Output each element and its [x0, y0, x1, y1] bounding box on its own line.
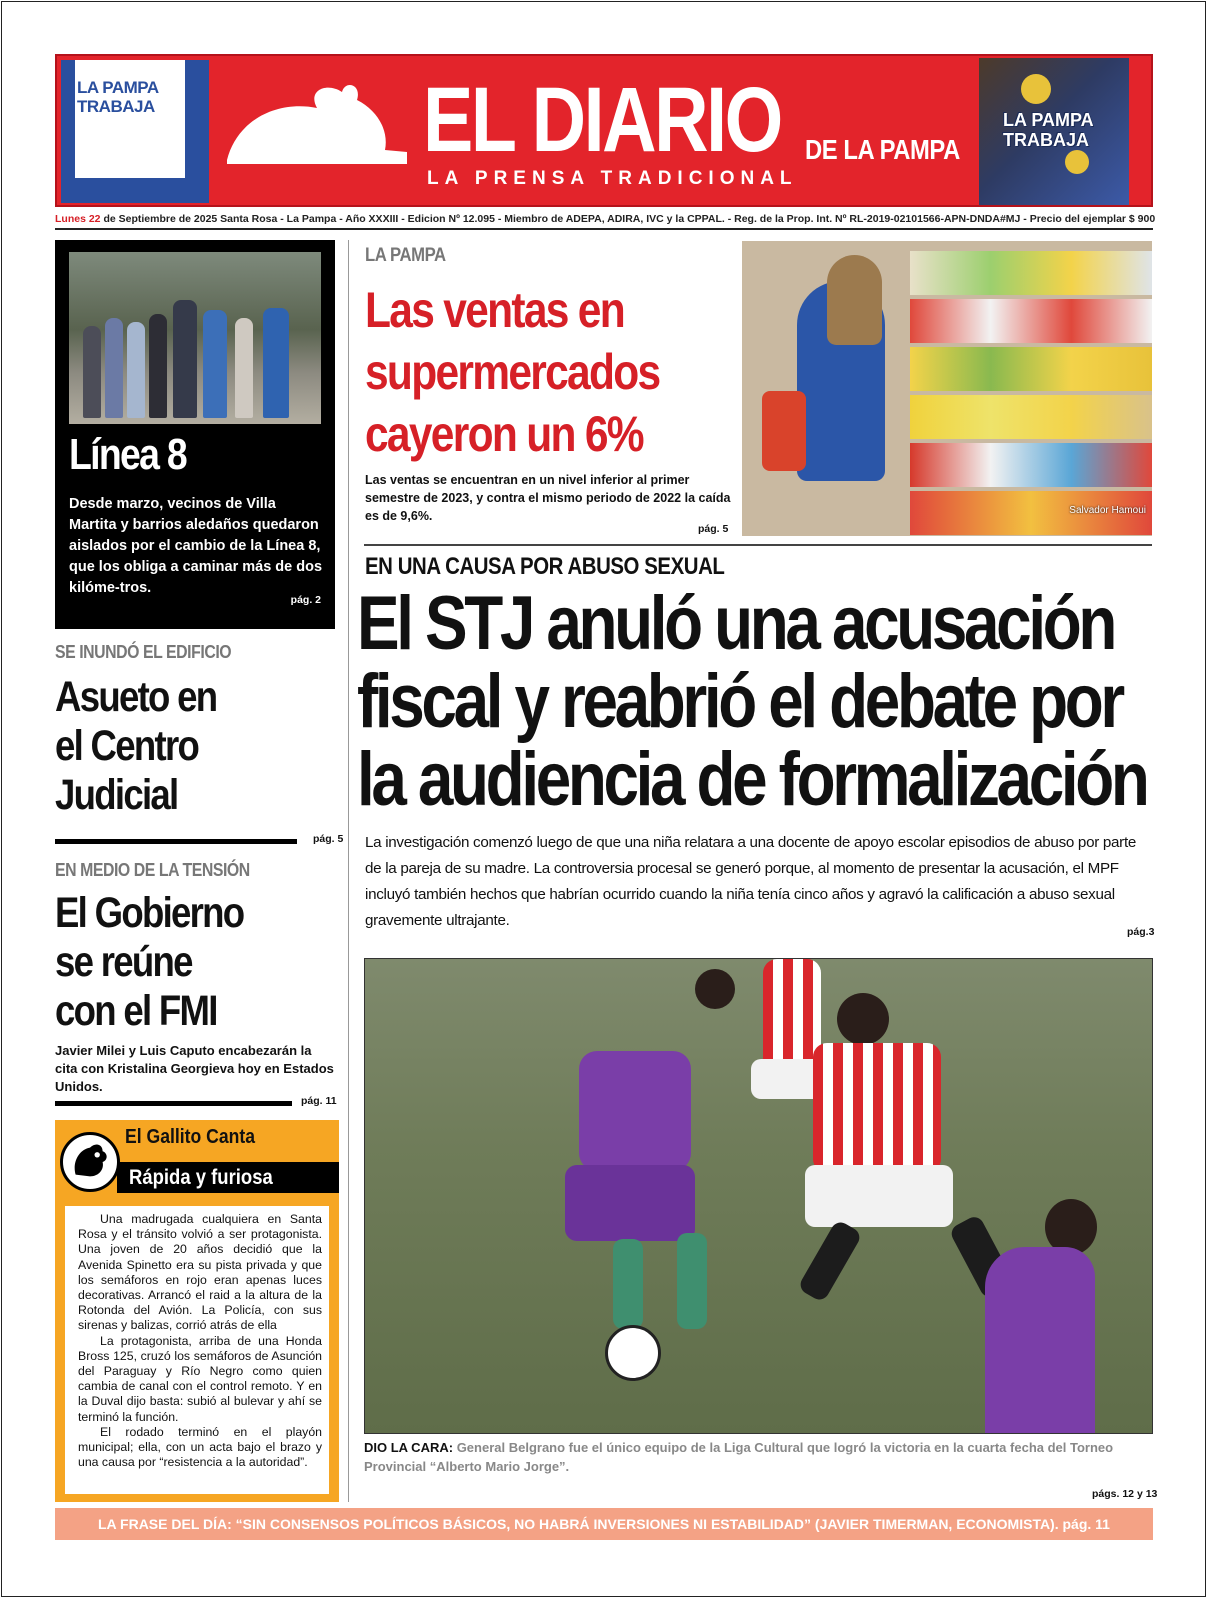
divider — [55, 839, 297, 844]
fmi-headline-line: El Gobierno — [55, 889, 244, 937]
person-figure — [149, 314, 167, 418]
fmi-page-ref: pág. 11 — [301, 1095, 337, 1107]
shelf-row — [910, 395, 1152, 439]
fmi-story[interactable] — [55, 860, 345, 1096]
worker-helmet-icon — [1021, 74, 1051, 104]
asueto-page-ref: pág. 5 — [313, 833, 344, 845]
player-purple-foreground — [985, 1247, 1095, 1434]
player-socks — [797, 1219, 863, 1303]
edition-details: de Septiembre de 2025 Santa Rosa - La Pampa - Año XXXIII - Edicion Nº 12.095 - Miembro de ADEPA, ADIRA, IVC y la CPPAL. - Reg. de la Prop. Int. Nº RL-2019-02101566-APN-DNDA#MJ - Precio del ejemplar $ 900 — [100, 213, 1156, 225]
quote-of-the-day[interactable]: LA FRASE DEL DÍA: “SIN CONSENSOS POLÍTICOS BÁSICOS, NO HABRÁ INVERSIONES NI ESTABILIDAD” (JAVIER TIMERMAN, ECONOMISTA). pág. 11 — [55, 1508, 1153, 1540]
gallito-column[interactable] — [55, 1120, 339, 1502]
promo-shape — [61, 178, 209, 203]
player-socks — [677, 1233, 707, 1329]
masthead-tagline: LA PRENSA TRADICIONAL — [427, 168, 798, 189]
worker-helmet-icon — [1065, 150, 1089, 174]
person-figure — [127, 322, 145, 418]
asueto-headline — [55, 673, 302, 820]
football-ball — [605, 1325, 661, 1381]
column-separator — [348, 240, 349, 1502]
masthead-subtitle: DE LA PAMPA — [805, 134, 960, 165]
asueto-headline-line: Asueto en — [55, 673, 217, 721]
promo-shape — [185, 60, 209, 180]
edition-info-bar — [55, 210, 1156, 230]
la-pampa-trabaja-promo-right[interactable] — [979, 58, 1129, 205]
shelf-row — [910, 251, 1152, 295]
person-figure — [263, 308, 289, 418]
football-photo[interactable] — [364, 958, 1153, 1434]
gallito-headline-band — [117, 1162, 339, 1193]
caption-text: General Belgrano fue el único equipo de la Liga Cultural que logró la victoria en la cuarta fecha del Torneo Provincial “Alberto Mario Jorge”. — [364, 1440, 1114, 1474]
asueto-story[interactable] — [55, 642, 345, 820]
player-purple — [579, 1051, 691, 1171]
supermercados-summary: Las ventas se encuentran en un nivel inferior al primer semestre de 2023, y contra el mismo periodo de 2022 la caída es de 9,6%. — [365, 473, 731, 523]
main-headline[interactable] — [357, 581, 1197, 822]
sun-logo-icon — [217, 80, 407, 180]
shelf-row — [910, 299, 1152, 343]
shelf-row — [910, 347, 1152, 391]
person-figure — [203, 310, 227, 418]
linea8-headline: Línea 8 — [69, 430, 186, 479]
gallito-paragraph: El rodado terminó en el playón municipal; ella, con un acta bajo el brazo y una causa por “resistencia a la autoridad”. — [78, 1424, 322, 1470]
football-caption — [364, 1438, 1153, 1476]
linea8-summary: Desde marzo, vecinos de Villa Martita y barrios aledaños quedaron aislados por el cambio de la Línea 8, que los obliga a caminar más de dos kilóme-tros. — [69, 496, 323, 596]
gallito-headline: Rápida y furiosa — [129, 1166, 273, 1189]
supermercados-story[interactable] — [365, 245, 735, 525]
fmi-summary: Javier Milei y Luis Caputo encabezarán la cita con Kristalina Georgieva hoy en Estados Unidos. — [55, 1043, 334, 1094]
person-figure — [105, 318, 123, 418]
linea8-story[interactable] — [55, 240, 335, 629]
person-figure — [235, 318, 253, 418]
supermercados-kicker: LA PAMPA — [365, 245, 446, 266]
fmi-headline-line: se reúne — [55, 938, 192, 986]
player-socks — [613, 1239, 643, 1329]
fmi-headline-line: con el FMI — [55, 987, 217, 1035]
shopping-bag — [762, 391, 806, 471]
fmi-kicker: EN MEDIO DE LA TENSIÓN — [55, 860, 250, 880]
gallito-paragraph: La protagonista, arriba de una Honda Bross 125, cruzó los semáforos de Asunción del Paraguay y Río Negro como quien cambia de canal con el control remoto. Y en la Duval dijo basta: subió al bulevar y ahí se terminó la función. — [78, 1333, 322, 1424]
player-purple-shorts — [565, 1165, 695, 1241]
player-striped — [813, 1043, 941, 1173]
asueto-headline-line: Judicial — [55, 771, 178, 819]
player-head — [837, 993, 889, 1045]
la-pampa-trabaja-promo-left[interactable] — [61, 60, 209, 203]
person-figure — [173, 300, 197, 418]
supermercados-headline-line: Las ventas en — [365, 282, 625, 338]
asueto-headline-line: el Centro — [55, 722, 199, 770]
main-headline-line: fiscal y reabrió el debate por — [357, 659, 1122, 744]
gallito-body — [65, 1206, 329, 1494]
fmi-headline — [55, 889, 302, 1036]
supermarket-photo[interactable] — [742, 241, 1152, 536]
edition-day: Lunes 22 — [55, 213, 101, 225]
supermercados-headline — [365, 279, 680, 465]
player-head — [695, 969, 735, 1009]
photo-credit: Salvador Hamoui — [1069, 505, 1146, 516]
caption-label: DIO LA CARA: — [364, 1440, 454, 1455]
shopper-hair — [827, 255, 882, 345]
sports-page-ref: págs. 12 y 13 — [1092, 1488, 1158, 1500]
rooster-icon — [60, 1132, 120, 1192]
main-headline-line: la audiencia de formalización — [357, 737, 1147, 822]
promo-shape — [61, 60, 75, 178]
promo-right-text: LA PAMPA TRABAJA — [1003, 110, 1093, 150]
divider — [55, 1101, 292, 1106]
asueto-kicker: SE INUNDÓ EL EDIFICIO — [55, 642, 232, 662]
divider — [364, 544, 1152, 546]
shelf-row — [910, 443, 1152, 487]
neighbors-group-photo — [69, 252, 321, 424]
main-kicker: EN UNA CAUSA POR ABUSO SEXUAL — [365, 553, 725, 580]
linea8-page-ref: pág. 2 — [290, 594, 321, 606]
masthead — [55, 54, 1153, 207]
promo-left-text: LA PAMPA TRABAJA — [77, 78, 158, 116]
supermercados-headline-line: supermercados — [365, 344, 660, 400]
main-page-ref: pág.3 — [1127, 926, 1155, 938]
masthead-title: EL DIARIO — [423, 69, 781, 171]
supermercados-page-ref: pág. 5 — [698, 523, 729, 535]
main-headline-line: El STJ anuló una acusación — [357, 581, 1114, 666]
person-figure — [83, 326, 101, 418]
main-summary: La investigación comenzó luego de que una niña relatara a una docente de apoyo escolar episodios de abuso por parte de la pareja de su madre. La controversia procesal se generó porque, al momento de presentar la acusación, el MPF incluyó también hechos que habrían ocurrido cuando la niña tenía cinco años y agravó la calificación a abuso sexual gravemente ultrajante. — [365, 834, 1137, 929]
gallito-section-title: El Gallito Canta — [125, 1126, 256, 1148]
gallito-paragraph: Una madrugada cualquiera en Santa Rosa y el tránsito volvió a ser protagonista. Una joven de 20 años decidió que la Avenida Spinetto era su pista privada y que los semáforos en rojo eran apenas luces decorativas. Arrancó el raid a la altura de la Rotonda del Avión. La Policía, con sus sirenas y balizas, corrió atrás de ella — [78, 1212, 322, 1333]
supermercados-headline-line: cayeron un 6% — [365, 406, 643, 462]
player-striped-shorts — [805, 1165, 953, 1227]
